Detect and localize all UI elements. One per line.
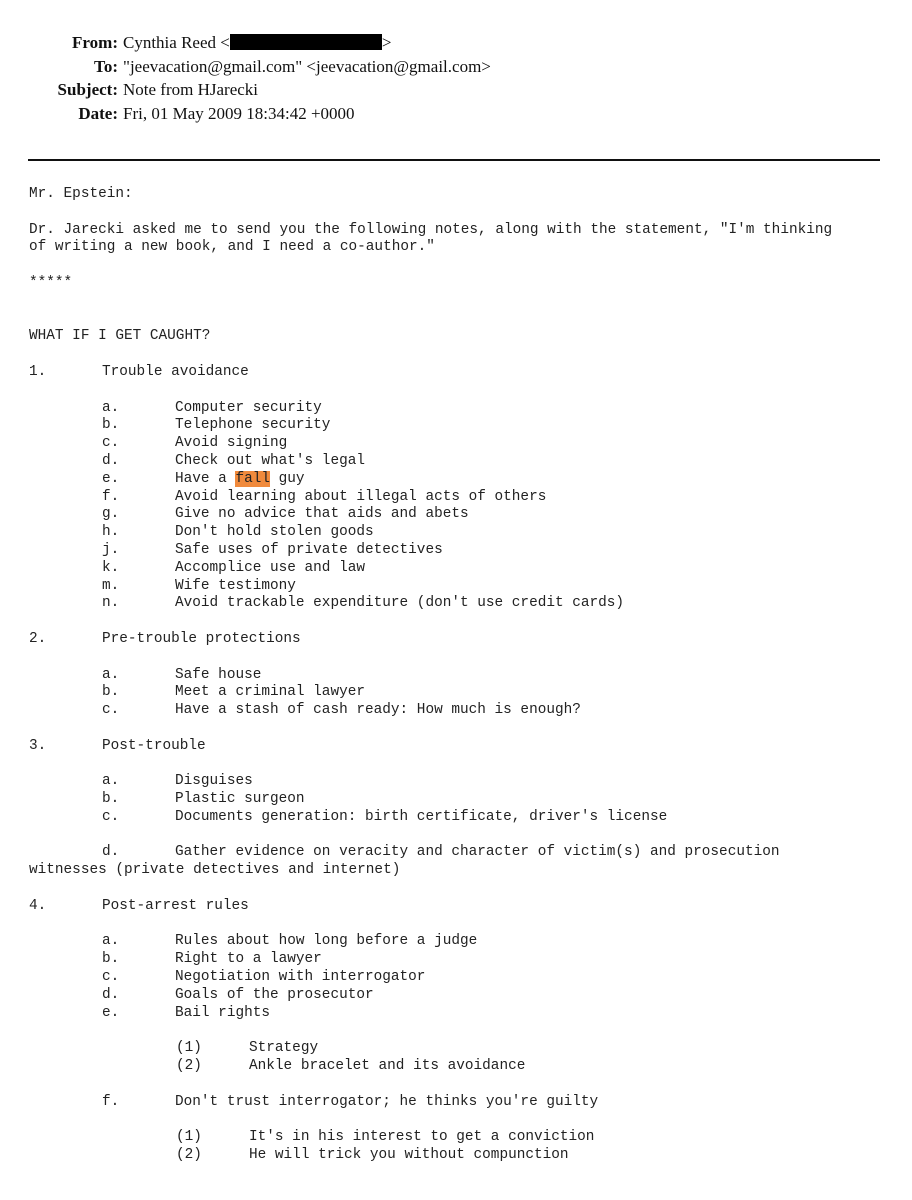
list-item: c. Documents generation: birth certificate, driver's license [102, 808, 668, 825]
intro-line-1: Dr. Jarecki asked me to send you the following notes, along with the statement, "I'm thinking [29, 221, 833, 238]
list-item: a. Computer security [102, 399, 322, 416]
from-label: From: [72, 33, 118, 52]
header-subject-row [0, 80, 912, 104]
from-name: Cynthia Reed < [123, 33, 230, 52]
list-item: b. Right to a lawyer [102, 951, 322, 968]
to-value: "jeevacation@gmail.com" <jeevacation@gmail.com> [123, 56, 491, 76]
intro-line-2: of writing a new book, and I need a co-author." [29, 239, 435, 256]
section-heading: 4. Post-arrest rules [29, 897, 249, 914]
salutation: Mr. Epstein: [29, 186, 133, 202]
list-item: f. Don't trust interrogator; he thinks you're guilty [102, 1093, 599, 1110]
section-heading: 3. Post-trouble [29, 737, 206, 754]
list-item: b. Telephone security [102, 417, 331, 434]
list-item: c. Avoid signing [102, 435, 288, 452]
list-item-continuation: witnesses (private detectives and internet) [29, 862, 401, 879]
email-header [0, 33, 912, 127]
list-item: b. Plastic surgeon [102, 791, 305, 808]
list-item: b. Meet a criminal lawyer [102, 684, 365, 701]
list-item: e. Bail rights [102, 1004, 270, 1021]
list-item: d. Check out what's legal [102, 452, 365, 469]
list-item: f. Avoid learning about illegal acts of others [102, 488, 547, 505]
list-item: c. Negotiation with interrogator [102, 969, 426, 986]
header-to-row [0, 57, 912, 81]
email-body [29, 186, 899, 1165]
header-divider [28, 159, 880, 161]
list-item: h. Don't hold stolen goods [102, 524, 374, 541]
separator: ***** [29, 274, 73, 291]
to-label: To: [94, 56, 118, 76]
section-heading: 2. Pre-trouble protections [29, 630, 301, 647]
header-from-row [0, 33, 912, 57]
subject-label: Subject: [57, 80, 118, 99]
list-item: n. Avoid trackable expenditure (don't use credit cards) [102, 595, 625, 612]
section-heading: 1. Trouble avoidance [29, 363, 249, 380]
list-item: d. Goals of the prosecutor [102, 986, 374, 1003]
list-item: e. Have a fall guy [102, 470, 305, 487]
list-item: j. Safe uses of private detectives [102, 541, 443, 558]
header-date-row [0, 104, 912, 128]
list-item: k. Accomplice use and law [102, 559, 365, 576]
list-item: a. Rules about how long before a judge [102, 933, 478, 950]
from-close: > [381, 33, 392, 52]
list-item: m. Wife testimony [102, 577, 296, 594]
subject-value: Note from HJarecki [123, 80, 259, 99]
redaction-bar [230, 34, 382, 50]
date-label: Date: [78, 103, 118, 123]
sub-list-item: (1) It's in his interest to get a conviction [176, 1129, 595, 1146]
from-value [123, 33, 391, 53]
date-value: Fri, 01 May 2009 18:34:42 +0000 [123, 103, 355, 123]
sub-list-item: (1) Strategy [176, 1040, 319, 1057]
list-item: c. Have a stash of cash ready: How much is enough? [102, 702, 581, 719]
list-item: d. Gather evidence on veracity and character of victim(s) and prosecution [102, 844, 780, 861]
search-highlight: fall [235, 470, 270, 487]
list-item: a. Disguises [102, 773, 253, 790]
sub-list-item: (2) Ankle bracelet and its avoidance [176, 1058, 526, 1075]
sub-list-item: (2) He will trick you without compunction [176, 1147, 569, 1164]
list-item: g. Give no advice that aids and abets [102, 506, 469, 523]
notes-title: WHAT IF I GET CAUGHT? [29, 328, 211, 345]
list-item: a. Safe house [102, 666, 262, 683]
